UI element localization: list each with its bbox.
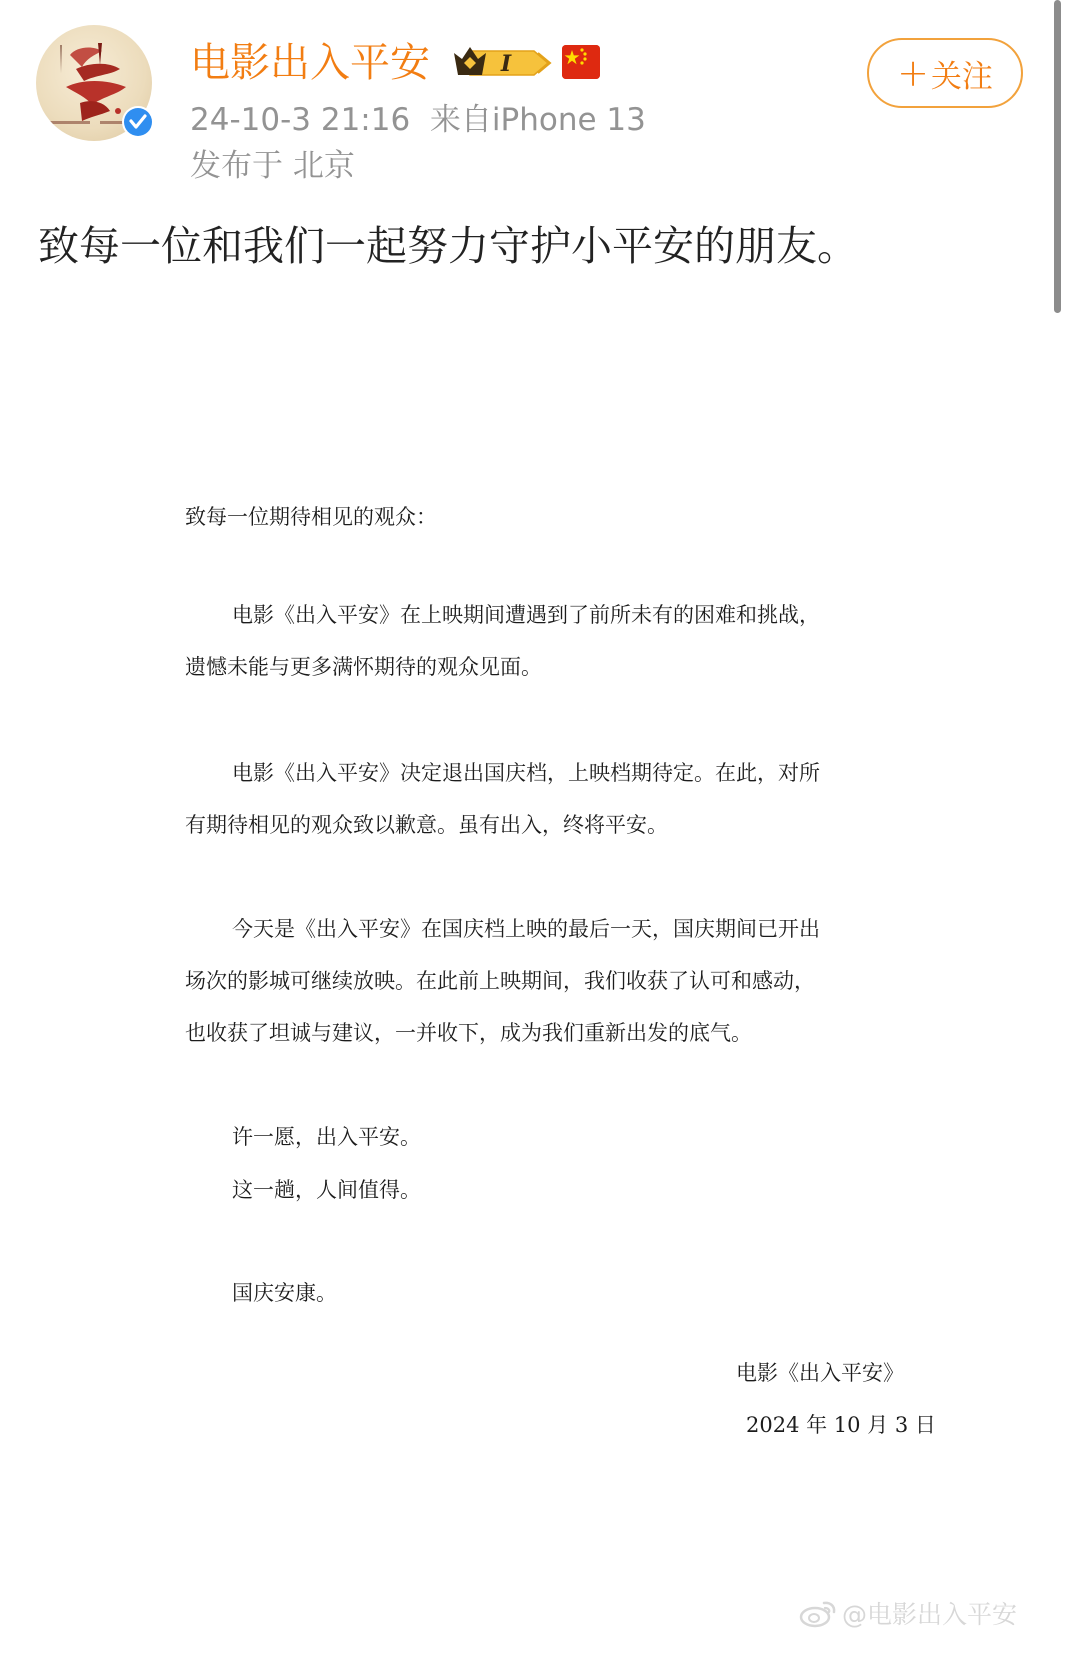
post-location: 发布于 北京 <box>190 148 355 184</box>
letter-paragraph-line: 遗憾未能与更多满怀期待的观众见面。 <box>185 655 542 679</box>
letter-date: 2024 年 10 月 3 日 <box>746 1413 936 1437</box>
letter-salutation: 致每一位期待相见的观众： <box>185 505 437 529</box>
letter-paragraph-line: 电影《出入平安》在上映期间遭遇到了前所未有的困难和挑战， <box>232 603 820 627</box>
post-text: 致每一位和我们一起努力守护小平安的朋友。 <box>38 222 858 270</box>
verified-badge-icon <box>122 106 154 138</box>
letter-paragraph-line: 场次的影城可继续放映。在此前上映期间，我们收获了认可和感动， <box>185 969 815 993</box>
letter-paragraph-line: 有期待相见的观众致以歉意。虽有出入，终将平安。 <box>185 813 668 837</box>
scrollbar[interactable] <box>1054 0 1061 313</box>
follow-button[interactable] <box>867 38 1023 108</box>
china-flag-icon <box>562 45 600 79</box>
letter-signature: 电影《出入平安》 <box>736 1361 904 1385</box>
watermark <box>798 1595 1017 1631</box>
follow-label: 关注 <box>930 58 993 95</box>
post-timestamp: 24-10-3 21:16 <box>190 102 411 138</box>
letter-image[interactable] <box>0 300 1040 1600</box>
vip-crown-badge-icon[interactable] <box>452 43 554 83</box>
watermark-text: @电影出入平安 <box>842 1600 1018 1629</box>
letter-paragraph-line: 也收获了坦诚与建议，一并收下，成为我们重新出发的底气。 <box>185 1021 752 1045</box>
vip-level-label: I <box>500 51 512 77</box>
letter-paragraph-line: 电影《出入平安》决定退出国庆档，上映档期待定。在此，对所 <box>232 761 820 785</box>
author-name[interactable]: 电影出入平安 <box>190 40 430 86</box>
post-source: 来自iPhone 13 <box>429 102 646 138</box>
post-meta-time <box>190 98 646 142</box>
weibo-logo-icon <box>798 1597 838 1629</box>
letter-wish-line: 许一愿，出入平安。 <box>232 1125 421 1149</box>
letter-paragraph-line: 今天是《出入平安》在国庆档上映的最后一天，国庆期间已开出 <box>232 917 820 941</box>
letter-greeting: 国庆安康。 <box>232 1281 337 1305</box>
letter-wish-line: 这一趟，人间值得。 <box>232 1178 421 1202</box>
plus-icon: + <box>897 51 929 95</box>
